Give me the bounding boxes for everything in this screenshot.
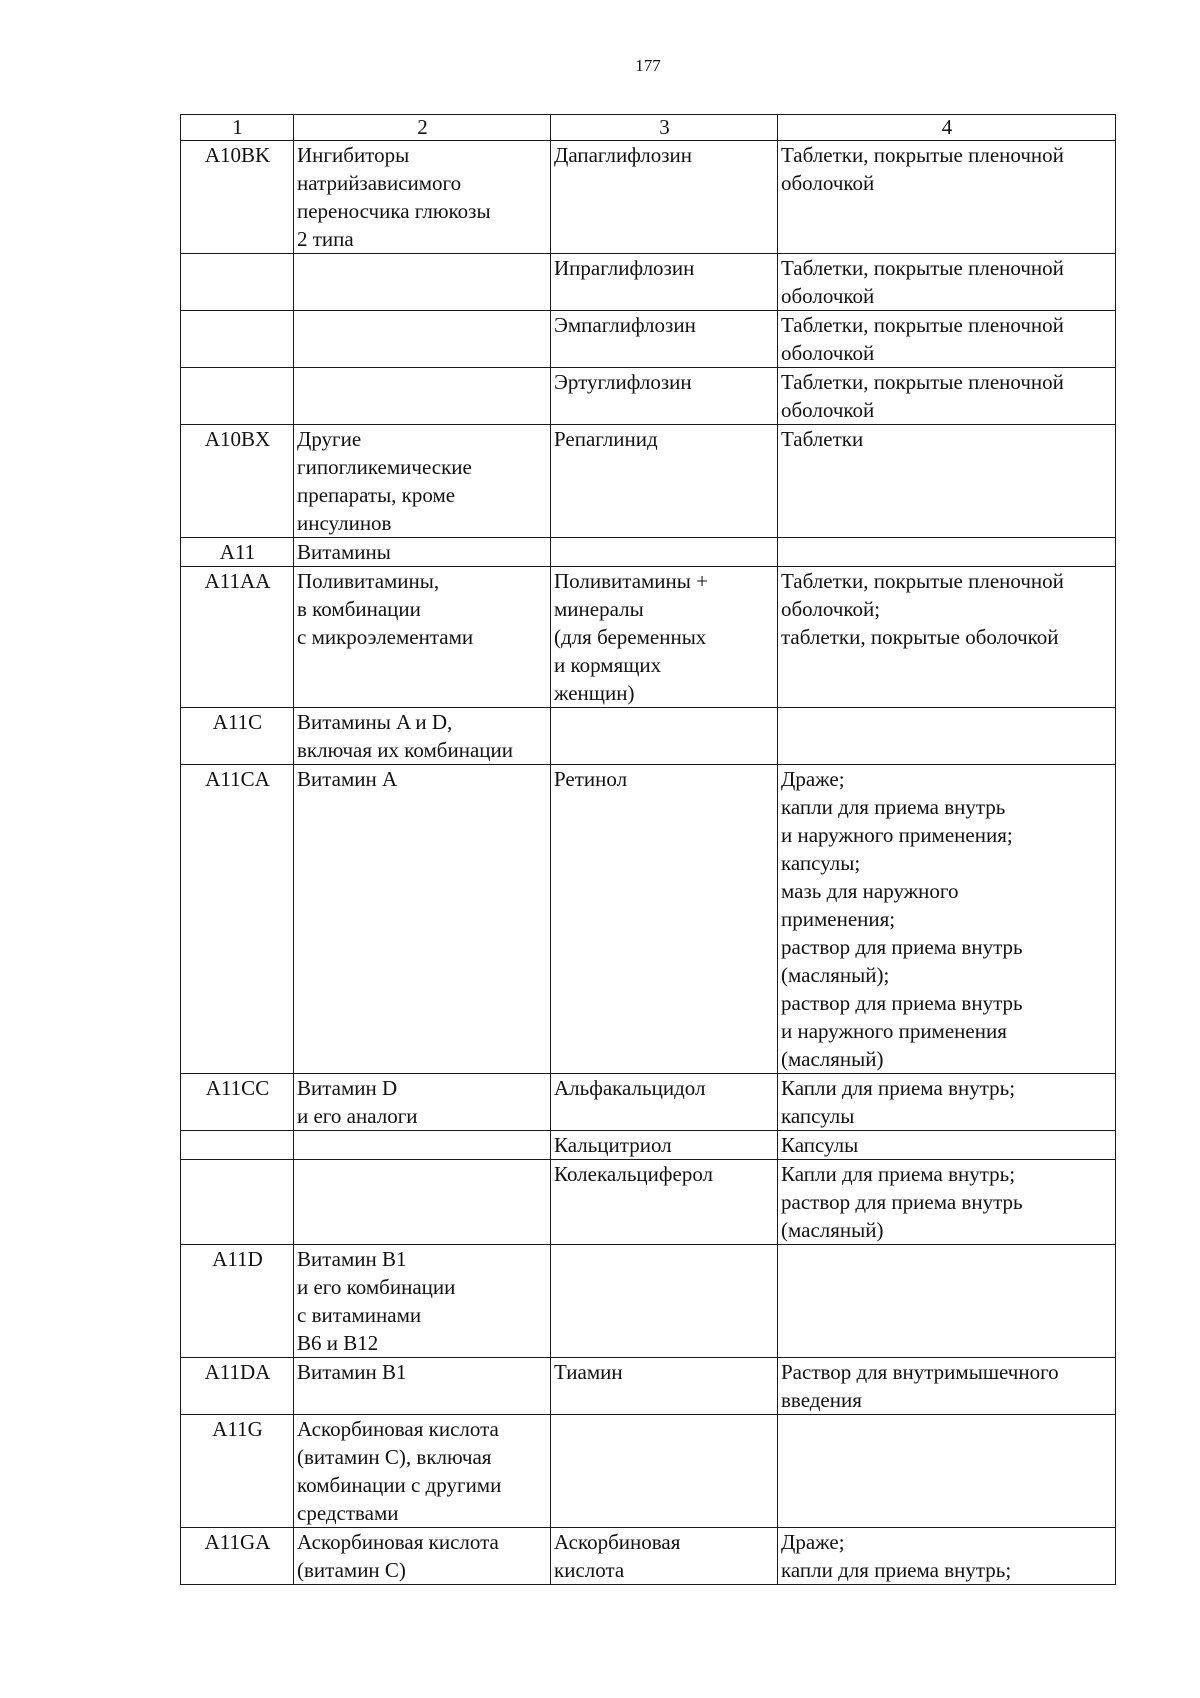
substance-cell: Альфакальцидол [551, 1074, 778, 1131]
atc-code-cell: A11CC [181, 1074, 294, 1131]
table-row [181, 567, 1116, 708]
table-row [181, 708, 1116, 765]
table-row [181, 1131, 1116, 1160]
dosage-form-cell: Капсулы [778, 1131, 1116, 1160]
dosage-form-cell [778, 708, 1116, 765]
atc-code-cell [181, 311, 294, 368]
group-cell: Аскорбиновая кислота (витамин C), включая комбинации с другими средствами [294, 1415, 551, 1528]
substance-cell: Эртуглифлозин [551, 368, 778, 425]
group-cell: Витамин A [294, 765, 551, 1074]
dosage-form-cell: Таблетки, покрытые пленочной оболочкой [778, 368, 1116, 425]
dosage-form-cell: Таблетки, покрытые пленочной оболочкой; таблетки, покрытые оболочкой [778, 567, 1116, 708]
substance-cell: Дапаглифлозин [551, 141, 778, 254]
dosage-form-cell: Драже; капли для приема внутрь; [778, 1528, 1116, 1585]
substance-cell [551, 1415, 778, 1528]
table-row [181, 425, 1116, 538]
dosage-form-cell: Драже; капли для приема внутрь и наружного применения; капсулы; мазь для наружного применения; раствор для приема внутрь (масляный); раствор для приема внутрь и наружного применения (масляный) [778, 765, 1116, 1074]
header-cell: 2 [294, 115, 551, 141]
atc-code-cell: A11D [181, 1245, 294, 1358]
atc-code-cell: A11AA [181, 567, 294, 708]
atc-code-cell: A10BX [181, 425, 294, 538]
atc-code-cell [181, 1160, 294, 1245]
atc-code-cell: A11 [181, 538, 294, 567]
group-cell: Витамин B1 и его комбинации с витаминами B6 и B12 [294, 1245, 551, 1358]
atc-code-cell: A10BK [181, 141, 294, 254]
table-row [181, 1245, 1116, 1358]
substance-cell: Аскорбиновая кислота [551, 1528, 778, 1585]
table-row [181, 765, 1116, 1074]
substance-cell: Тиамин [551, 1358, 778, 1415]
atc-code-cell [181, 1131, 294, 1160]
table-row [181, 1528, 1116, 1585]
table-row [181, 141, 1116, 254]
group-cell: Витамины [294, 538, 551, 567]
drug-table [180, 114, 1116, 1585]
atc-code-cell: A11DA [181, 1358, 294, 1415]
table-row [181, 1160, 1116, 1245]
substance-cell: Ретинол [551, 765, 778, 1074]
substance-cell: Ипраглифлозин [551, 254, 778, 311]
group-cell: Витамины A и D, включая их комбинации [294, 708, 551, 765]
table-row [181, 1074, 1116, 1131]
header-cell: 3 [551, 115, 778, 141]
group-cell [294, 1160, 551, 1245]
dosage-form-cell: Таблетки, покрытые пленочной оболочкой [778, 141, 1116, 254]
dosage-form-cell [778, 538, 1116, 567]
group-cell: Поливитамины, в комбинации с микроэлементами [294, 567, 551, 708]
group-cell [294, 1131, 551, 1160]
group-cell [294, 311, 551, 368]
group-cell: Ингибиторы натрийзависимого переносчика глюкозы 2 типа [294, 141, 551, 254]
dosage-form-cell [778, 1415, 1116, 1528]
substance-cell: Репаглинид [551, 425, 778, 538]
table-header-row [181, 115, 1116, 141]
substance-cell: Эмпаглифлозин [551, 311, 778, 368]
substance-cell [551, 538, 778, 567]
group-cell: Витамин B1 [294, 1358, 551, 1415]
group-cell: Аскорбиновая кислота (витамин C) [294, 1528, 551, 1585]
dosage-form-cell: Капли для приема внутрь; капсулы [778, 1074, 1116, 1131]
substance-cell [551, 1245, 778, 1358]
page-number: 177 [635, 56, 661, 75]
header-cell: 4 [778, 115, 1116, 141]
atc-code-cell: A11C [181, 708, 294, 765]
atc-code-cell [181, 368, 294, 425]
dosage-form-cell [778, 1245, 1116, 1358]
dosage-form-cell: Капли для приема внутрь; раствор для приема внутрь (масляный) [778, 1160, 1116, 1245]
group-cell [294, 254, 551, 311]
header-cell: 1 [181, 115, 294, 141]
atc-code-cell [181, 254, 294, 311]
table-row [181, 311, 1116, 368]
substance-cell: Кальцитриол [551, 1131, 778, 1160]
table-row [181, 1415, 1116, 1528]
group-cell: Витамин D и его аналоги [294, 1074, 551, 1131]
substance-cell: Колекальциферол [551, 1160, 778, 1245]
dosage-form-cell: Раствор для внутримышечного введения [778, 1358, 1116, 1415]
table-row [181, 538, 1116, 567]
dosage-form-cell: Таблетки, покрытые пленочной оболочкой [778, 311, 1116, 368]
group-cell [294, 368, 551, 425]
group-cell: Другие гипогликемические препараты, кроме инсулинов [294, 425, 551, 538]
atc-code-cell: A11GA [181, 1528, 294, 1585]
substance-cell: Поливитамины + минералы (для беременных и кормящих женщин) [551, 567, 778, 708]
dosage-form-cell: Таблетки, покрытые пленочной оболочкой [778, 254, 1116, 311]
substance-cell [551, 708, 778, 765]
table-row [181, 254, 1116, 311]
atc-code-cell: A11CA [181, 765, 294, 1074]
atc-code-cell: A11G [181, 1415, 294, 1528]
table-row [181, 368, 1116, 425]
table-row [181, 1358, 1116, 1415]
dosage-form-cell: Таблетки [778, 425, 1116, 538]
